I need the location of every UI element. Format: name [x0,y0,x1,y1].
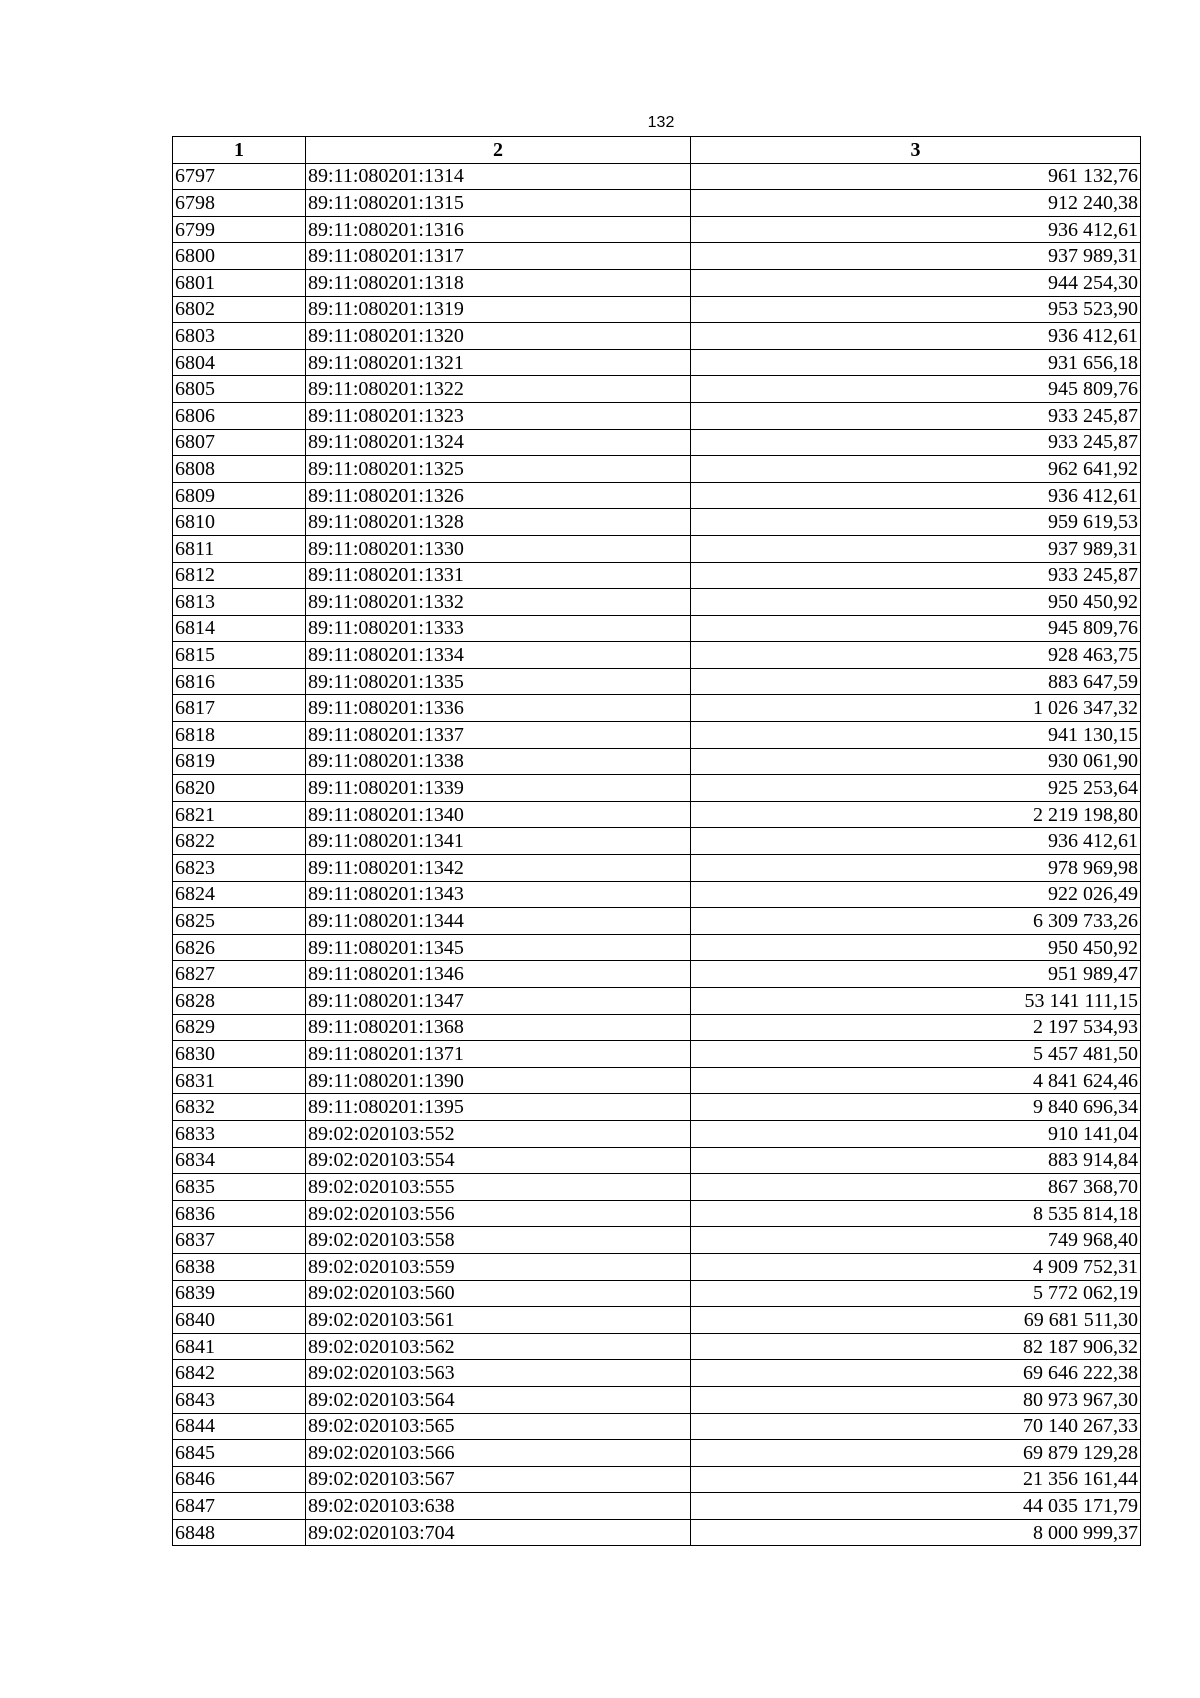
row-number-cell: 6811 [173,535,306,562]
value-cell: 951 989,47 [691,961,1141,988]
table-row [173,1307,1141,1334]
value-cell: 945 809,76 [691,376,1141,403]
value-cell: 928 463,75 [691,642,1141,669]
cadastral-number-cell: 89:11:080201:1316 [306,216,691,243]
cadastral-number-cell: 89:11:080201:1317 [306,243,691,270]
cadastral-number-cell: 89:02:020103:562 [306,1333,691,1360]
row-number-cell: 6837 [173,1227,306,1254]
value-cell: 2 197 534,93 [691,1014,1141,1041]
table-row [173,1067,1141,1094]
value-cell: 936 412,61 [691,323,1141,350]
table-row [173,722,1141,749]
row-number-cell: 6832 [173,1094,306,1121]
value-cell: 44 035 171,79 [691,1493,1141,1520]
row-number-cell: 6829 [173,1014,306,1041]
cadastral-number-cell: 89:11:080201:1341 [306,828,691,855]
cadastral-number-cell: 89:02:020103:561 [306,1307,691,1334]
row-number-cell: 6820 [173,775,306,802]
cadastral-number-cell: 89:11:080201:1347 [306,988,691,1015]
cadastral-number-cell: 89:11:080201:1328 [306,509,691,536]
cadastral-number-cell: 89:11:080201:1332 [306,589,691,616]
row-number-cell: 6813 [173,589,306,616]
row-number-cell: 6843 [173,1386,306,1413]
value-cell: 945 809,76 [691,615,1141,642]
row-number-cell: 6823 [173,855,306,882]
table-row [173,1519,1141,1546]
row-number-cell: 6799 [173,216,306,243]
table-row [173,535,1141,562]
value-cell: 867 368,70 [691,1174,1141,1201]
value-cell: 5 457 481,50 [691,1041,1141,1068]
cadastral-number-cell: 89:11:080201:1336 [306,695,691,722]
table-row [173,509,1141,536]
value-cell: 959 619,53 [691,509,1141,536]
table-row [173,243,1141,270]
row-number-cell: 6802 [173,296,306,323]
value-cell: 933 245,87 [691,562,1141,589]
value-cell: 961 132,76 [691,163,1141,190]
value-cell: 933 245,87 [691,429,1141,456]
cadastral-number-cell: 89:02:020103:554 [306,1147,691,1174]
registry-table [172,136,1141,1546]
table-row [173,828,1141,855]
value-cell: 941 130,15 [691,722,1141,749]
table-row [173,748,1141,775]
row-number-cell: 6831 [173,1067,306,1094]
row-number-cell: 6835 [173,1174,306,1201]
table-row [173,615,1141,642]
table-row [173,1386,1141,1413]
value-cell: 80 973 967,30 [691,1386,1141,1413]
row-number-cell: 6798 [173,190,306,217]
cadastral-number-cell: 89:11:080201:1335 [306,668,691,695]
value-cell: 69 681 511,30 [691,1307,1141,1334]
cadastral-number-cell: 89:11:080201:1319 [306,296,691,323]
cadastral-number-cell: 89:11:080201:1321 [306,349,691,376]
value-cell: 8 000 999,37 [691,1519,1141,1546]
page-number: 132 [647,114,675,131]
table-row [173,934,1141,961]
row-number-cell: 6833 [173,1120,306,1147]
cadastral-number-cell: 89:11:080201:1342 [306,855,691,882]
value-cell: 944 254,30 [691,269,1141,296]
row-number-cell: 6845 [173,1440,306,1467]
table-row [173,1200,1141,1227]
value-cell: 4 841 624,46 [691,1067,1141,1094]
value-cell: 937 989,31 [691,243,1141,270]
row-number-cell: 6817 [173,695,306,722]
table-row [173,1413,1141,1440]
row-number-cell: 6840 [173,1307,306,1334]
row-number-cell: 6819 [173,748,306,775]
table-body [173,163,1141,1546]
row-number-cell: 6800 [173,243,306,270]
cadastral-number-cell: 89:11:080201:1325 [306,456,691,483]
table-row [173,668,1141,695]
cadastral-number-cell: 89:11:080201:1334 [306,642,691,669]
cadastral-number-cell: 89:02:020103:555 [306,1174,691,1201]
value-cell: 6 309 733,26 [691,908,1141,935]
cadastral-number-cell: 89:02:020103:558 [306,1227,691,1254]
cadastral-number-cell: 89:02:020103:567 [306,1466,691,1493]
table-row [173,349,1141,376]
table-row [173,429,1141,456]
row-number-cell: 6808 [173,456,306,483]
row-number-cell: 6827 [173,961,306,988]
cadastral-number-cell: 89:11:080201:1339 [306,775,691,802]
cadastral-number-cell: 89:11:080201:1320 [306,323,691,350]
value-cell: 925 253,64 [691,775,1141,802]
table-row [173,1333,1141,1360]
row-number-cell: 6807 [173,429,306,456]
table-row [173,695,1141,722]
table-row [173,1041,1141,1068]
value-cell: 937 989,31 [691,535,1141,562]
cadastral-number-cell: 89:11:080201:1343 [306,881,691,908]
cadastral-number-cell: 89:11:080201:1323 [306,402,691,429]
table-row [173,296,1141,323]
value-cell: 883 914,84 [691,1147,1141,1174]
value-cell: 930 061,90 [691,748,1141,775]
row-number-cell: 6838 [173,1253,306,1280]
value-cell: 933 245,87 [691,402,1141,429]
value-cell: 1 026 347,32 [691,695,1141,722]
table-row [173,642,1141,669]
row-number-cell: 6818 [173,722,306,749]
row-number-cell: 6821 [173,801,306,828]
cadastral-number-cell: 89:02:020103:563 [306,1360,691,1387]
cadastral-number-cell: 89:11:080201:1337 [306,722,691,749]
table-row [173,482,1141,509]
table-row [173,323,1141,350]
table-row [173,1227,1141,1254]
value-cell: 950 450,92 [691,934,1141,961]
row-number-cell: 6797 [173,163,306,190]
row-number-cell: 6825 [173,908,306,935]
value-cell: 9 840 696,34 [691,1094,1141,1121]
table-row [173,1253,1141,1280]
row-number-cell: 6836 [173,1200,306,1227]
value-cell: 2 219 198,80 [691,801,1141,828]
table-row [173,1174,1141,1201]
table-row [173,163,1141,190]
value-cell: 936 412,61 [691,216,1141,243]
cadastral-number-cell: 89:11:080201:1395 [306,1094,691,1121]
cadastral-number-cell: 89:11:080201:1314 [306,163,691,190]
value-cell: 922 026,49 [691,881,1141,908]
row-number-cell: 6830 [173,1041,306,1068]
row-number-cell: 6848 [173,1519,306,1546]
table-row [173,855,1141,882]
table-row [173,1280,1141,1307]
table-row [173,376,1141,403]
value-cell: 953 523,90 [691,296,1141,323]
table-row [173,269,1141,296]
row-number-cell: 6814 [173,615,306,642]
value-cell: 69 646 222,38 [691,1360,1141,1387]
column-header-1: 1 [173,137,306,164]
row-number-cell: 6841 [173,1333,306,1360]
row-number-cell: 6805 [173,376,306,403]
cadastral-number-cell: 89:11:080201:1371 [306,1041,691,1068]
table-row [173,1014,1141,1041]
value-cell: 931 656,18 [691,349,1141,376]
cadastral-number-cell: 89:02:020103:559 [306,1253,691,1280]
table-row [173,216,1141,243]
cadastral-number-cell: 89:02:020103:560 [306,1280,691,1307]
cadastral-number-cell: 89:11:080201:1322 [306,376,691,403]
cadastral-number-cell: 89:11:080201:1345 [306,934,691,961]
table-row [173,908,1141,935]
row-number-cell: 6801 [173,269,306,296]
table-row [173,456,1141,483]
row-number-cell: 6812 [173,562,306,589]
cadastral-number-cell: 89:02:020103:552 [306,1120,691,1147]
value-cell: 53 141 111,15 [691,988,1141,1015]
column-header-3: 3 [691,137,1141,164]
row-number-cell: 6826 [173,934,306,961]
row-number-cell: 6842 [173,1360,306,1387]
cadastral-number-cell: 89:11:080201:1331 [306,562,691,589]
value-cell: 70 140 267,33 [691,1413,1141,1440]
table-row [173,190,1141,217]
table-row [173,775,1141,802]
table-row [173,881,1141,908]
value-cell: 21 356 161,44 [691,1466,1141,1493]
row-number-cell: 6846 [173,1466,306,1493]
value-cell: 936 412,61 [691,828,1141,855]
table-row [173,1360,1141,1387]
cadastral-number-cell: 89:11:080201:1368 [306,1014,691,1041]
table-header-row [173,137,1141,164]
value-cell: 749 968,40 [691,1227,1141,1254]
row-number-cell: 6810 [173,509,306,536]
table-row [173,1147,1141,1174]
table-row [173,801,1141,828]
row-number-cell: 6824 [173,881,306,908]
cadastral-number-cell: 89:11:080201:1318 [306,269,691,296]
cadastral-number-cell: 89:11:080201:1344 [306,908,691,935]
table-row [173,1094,1141,1121]
column-header-2: 2 [306,137,691,164]
table-row [173,1466,1141,1493]
value-cell: 912 240,38 [691,190,1141,217]
cadastral-number-cell: 89:02:020103:564 [306,1386,691,1413]
cadastral-number-cell: 89:02:020103:565 [306,1413,691,1440]
row-number-cell: 6844 [173,1413,306,1440]
row-number-cell: 6822 [173,828,306,855]
value-cell: 82 187 906,32 [691,1333,1141,1360]
table-row [173,1120,1141,1147]
cadastral-number-cell: 89:02:020103:638 [306,1493,691,1520]
row-number-cell: 6816 [173,668,306,695]
cadastral-number-cell: 89:02:020103:704 [306,1519,691,1546]
cadastral-number-cell: 89:11:080201:1324 [306,429,691,456]
cadastral-number-cell: 89:11:080201:1333 [306,615,691,642]
cadastral-number-cell: 89:11:080201:1326 [306,482,691,509]
table-row [173,1493,1141,1520]
value-cell: 962 641,92 [691,456,1141,483]
row-number-cell: 6806 [173,402,306,429]
value-cell: 8 535 814,18 [691,1200,1141,1227]
value-cell: 4 909 752,31 [691,1253,1141,1280]
table-row [173,988,1141,1015]
value-cell: 950 450,92 [691,589,1141,616]
value-cell: 883 647,59 [691,668,1141,695]
cadastral-number-cell: 89:11:080201:1390 [306,1067,691,1094]
row-number-cell: 6834 [173,1147,306,1174]
value-cell: 936 412,61 [691,482,1141,509]
row-number-cell: 6803 [173,323,306,350]
row-number-cell: 6847 [173,1493,306,1520]
cadastral-number-cell: 89:11:080201:1338 [306,748,691,775]
row-number-cell: 6828 [173,988,306,1015]
table-row [173,402,1141,429]
value-cell: 69 879 129,28 [691,1440,1141,1467]
row-number-cell: 6839 [173,1280,306,1307]
cadastral-number-cell: 89:11:080201:1330 [306,535,691,562]
table-row [173,589,1141,616]
table-row [173,1440,1141,1467]
cadastral-number-cell: 89:11:080201:1340 [306,801,691,828]
row-number-cell: 6804 [173,349,306,376]
cadastral-number-cell: 89:02:020103:556 [306,1200,691,1227]
cadastral-number-cell: 89:02:020103:566 [306,1440,691,1467]
value-cell: 5 772 062,19 [691,1280,1141,1307]
row-number-cell: 6809 [173,482,306,509]
row-number-cell: 6815 [173,642,306,669]
table-row [173,961,1141,988]
cadastral-number-cell: 89:11:080201:1346 [306,961,691,988]
table-row [173,562,1141,589]
value-cell: 910 141,04 [691,1120,1141,1147]
value-cell: 978 969,98 [691,855,1141,882]
cadastral-number-cell: 89:11:080201:1315 [306,190,691,217]
